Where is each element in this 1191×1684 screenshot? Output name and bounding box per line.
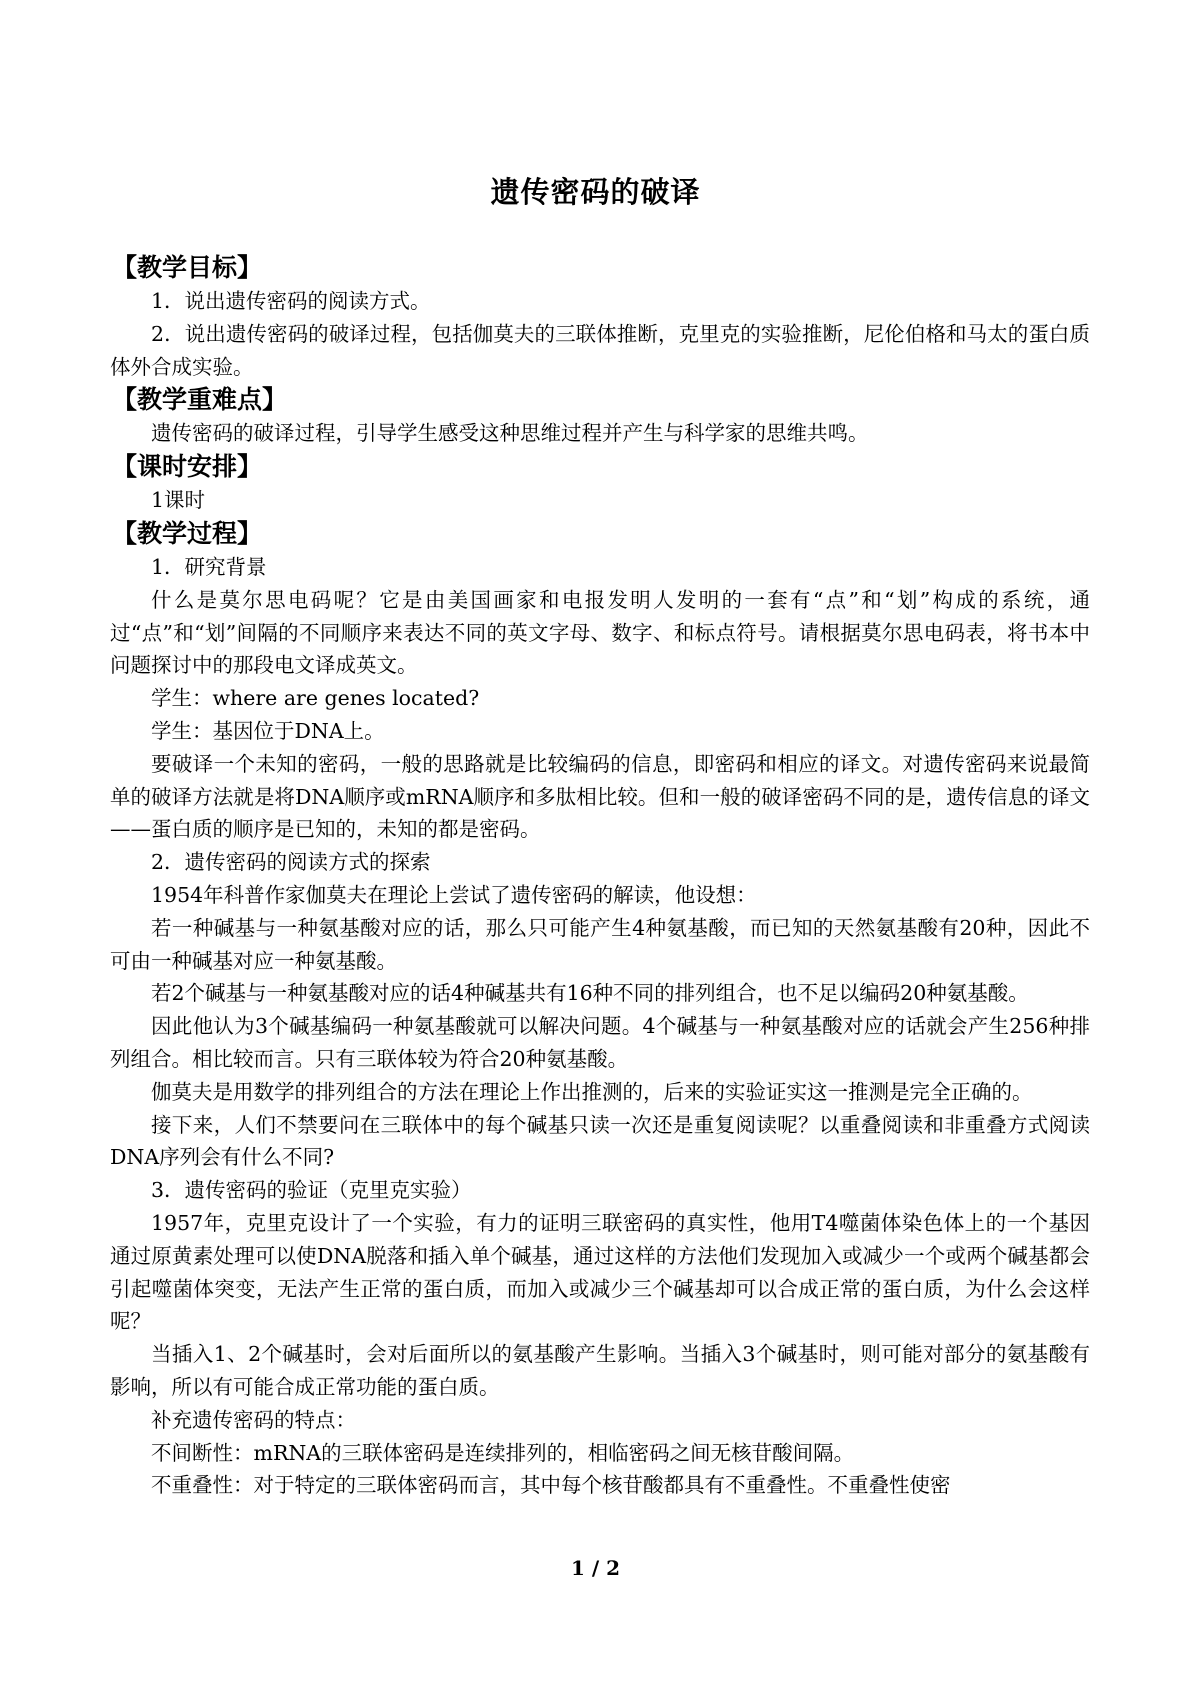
document-body [110, 251, 1090, 1502]
paragraph: 若一种碱基与一种氨基酸对应的话，那么只可能产生4种氨基酸，而已知的天然氨基酸有20种，因此不可由一种碱基对应一种氨基酸。 [110, 915, 1090, 973]
subheading-crick-experiment: 3．遗传密码的验证（克里克实验） [151, 1178, 472, 1203]
paragraph: 1．说出遗传密码的阅读方式。 [151, 289, 431, 313]
paragraph: 遗传密码的破译过程，引导学生感受这种思维过程并产生与科学家的思维共鸣。 [151, 421, 869, 446]
paragraph: 当插入1、2个碱基时，会对后面所以的氨基酸产生影响。当插入3个碱基时，则可能对部分的氨基酸有影响，所以有可能合成正常功能的蛋白质。 [110, 1342, 1090, 1399]
heading-objectives: 【教学目标】 [112, 253, 263, 282]
paragraph: 因此他认为3个碱基编码一种氨基酸就可以解决问题。4个碱基与一种氨基酸对应的话就会产生256种排列组合。相比较而言。只有三联体较为符合20种氨基酸。 [110, 1014, 1090, 1071]
heading-process: 【教学过程】 [112, 518, 263, 548]
paragraph: 不间断性：mRNA的三联体密码是连续排列的，相临密码之间无核苷酸间隔。 [151, 1440, 855, 1465]
paragraph: 要破译一个未知的密码，一般的思路就是比较编码的信息，即密码和相应的译文。对遗传密码来说最简单的破译方法就是将DNA顺序或mRNA顺序和多肽相比较。但和一般的破译密码不同的是，遗传信息的译文——蛋白质的顺序是已知的，未知的都是密码。 [110, 751, 1090, 842]
paragraph: 接下来，人们不禁要问在三联体中的每个碱基只读一次还是重复阅读呢？以重叠阅读和非重叠方式阅读DNA序列会有什么不同? [110, 1112, 1090, 1170]
paragraph: 学生：where are genes located? [151, 686, 480, 711]
heading-key-points: 【教学重难点】 [112, 385, 288, 415]
paragraph: 若2个碱基与一种氨基酸对应的话4种碱基共有16种不同的排列组合，也不足以编码20种氨基酸。 [151, 981, 1029, 1006]
paragraph: 什么是莫尔思电码呢？它是由美国画家和电报发明人发明的一套有“点”和“划”构成的系统，通过“点”和“划”间隔的不同顺序来表达不同的英文字母、数字、和标点符号。请根据莫尔思电码表，将书本中问题探讨中的那段电文译成英文。 [110, 587, 1090, 678]
paragraph: 伽莫夫是用数学的排列组合的方法在理论上作出推测的，后来的实验证实这一推测是完全正确的。 [151, 1079, 1033, 1104]
paragraph: 学生：基因位于DNA上。 [151, 718, 385, 743]
paragraph: 1课时 [151, 488, 206, 513]
page-number: 1 / 2 [570, 1556, 621, 1580]
subheading-reading-method: 2．遗传密码的阅读方式的探索 [151, 850, 431, 875]
page-title: 遗传密码的破译 [490, 175, 701, 209]
paragraph: 不重叠性：对于特定的三联体密码而言，其中每个核苷酸都具有不重叠性。不重叠性使密 [151, 1473, 951, 1498]
heading-schedule: 【课时安排】 [112, 452, 263, 482]
paragraph: 2．说出遗传密码的破译过程，包括伽莫夫的三联体推断，克里克的实验推断，尼伦伯格和马太的蛋白质体外合成实验。 [110, 321, 1090, 379]
paragraph: 补充遗传密码的特点： [151, 1407, 356, 1432]
paragraph: 1954年科普作家伽莫夫在理论上尝试了遗传密码的解读，他设想： [151, 882, 757, 907]
subheading-research-background: 1．研究背景 [151, 554, 267, 579]
paragraph: 1957年，克里克设计了一个实验，有力的证明三联密码的真实性，他用T4噬菌体染色体上的一个基因通过原黄素处理可以使DNA脱落和插入单个碱基，通过这样的方法他们发现加入或减少一个或两个碱基都会引起噬菌体突变，无法产生正常的蛋白质，而加入或减少三个碱基却可以合成正常的蛋白质，为什么会这样呢？ [110, 1210, 1090, 1334]
